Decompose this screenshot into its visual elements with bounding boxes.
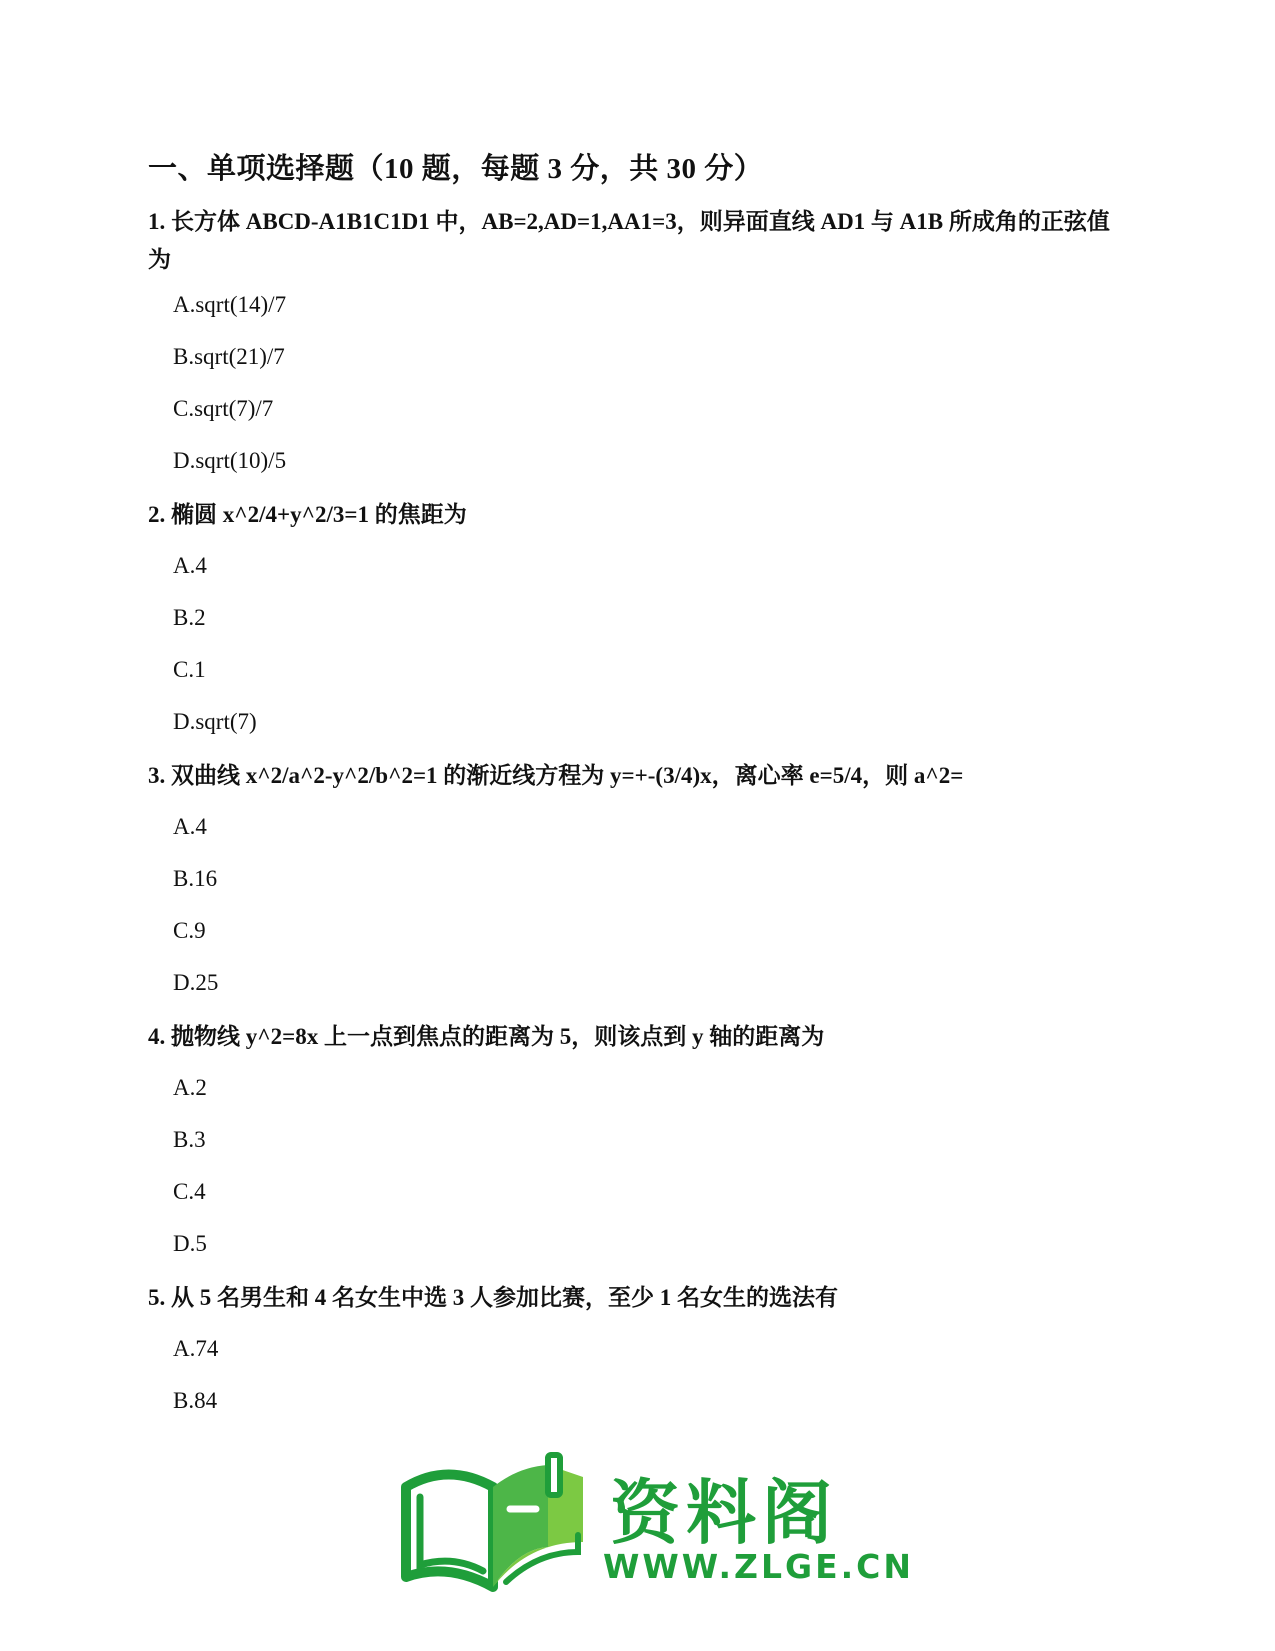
q2-option-c: C.1: [173, 657, 206, 682]
q4-option-b: B.3: [173, 1127, 206, 1152]
watermark: [398, 1447, 915, 1597]
q5-option-a: A.74: [173, 1336, 219, 1361]
question-5: 5. 从 5 名男生和 4 名女生中选 3 人参加比赛，至少 1 名女生的选法有: [148, 1285, 838, 1310]
q3-option-d: D.25: [173, 970, 219, 995]
q4-option-d: D.5: [173, 1231, 207, 1256]
q4-option-a: A.2: [173, 1075, 207, 1100]
q1-option-d: D.sqrt(10)/5: [173, 448, 287, 473]
question-3: 3. 双曲线 x^2/a^2-y^2/b^2=1 的渐近线方程为 y=+-(3/4)x，离心率 e=5/4，则 a^2=: [148, 763, 964, 788]
watermark-url: WWW.ZLGE.CN: [603, 1547, 915, 1586]
question-2: 2. 椭圆 x^2/4+y^2/3=1 的焦距为: [148, 502, 467, 527]
watermark-name: 资料阁: [610, 1472, 838, 1554]
q1-option-a: A.sqrt(14)/7: [173, 292, 287, 317]
question-1: 1. 长方体 ABCD-A1B1C1D1 中，AB=2,AD=1,AA1=3，则异面直线 AD1 与 A1B 所成角的正弦值为: [148, 209, 1110, 272]
q3-option-a: A.4: [173, 814, 207, 839]
section-title: 一、单项选择题（10 题，每题 3 分，共 30 分）: [148, 153, 764, 185]
q1-option-c: C.sqrt(7)/7: [173, 396, 274, 421]
open-book-logo-icon: [398, 1447, 598, 1597]
q3-option-c: C.9: [173, 918, 206, 943]
q4-option-c: C.4: [173, 1179, 206, 1204]
q1-option-b: B.sqrt(21)/7: [173, 344, 285, 369]
q5-option-b: B.84: [173, 1388, 218, 1413]
q2-option-b: B.2: [173, 605, 206, 630]
q2-option-a: A.4: [173, 553, 207, 578]
question-4: 4. 抛物线 y^2=8x 上一点到焦点的距离为 5，则该点到 y 轴的距离为: [148, 1024, 825, 1049]
q3-option-b: B.16: [173, 866, 218, 891]
q2-option-d: D.sqrt(7): [173, 709, 257, 734]
